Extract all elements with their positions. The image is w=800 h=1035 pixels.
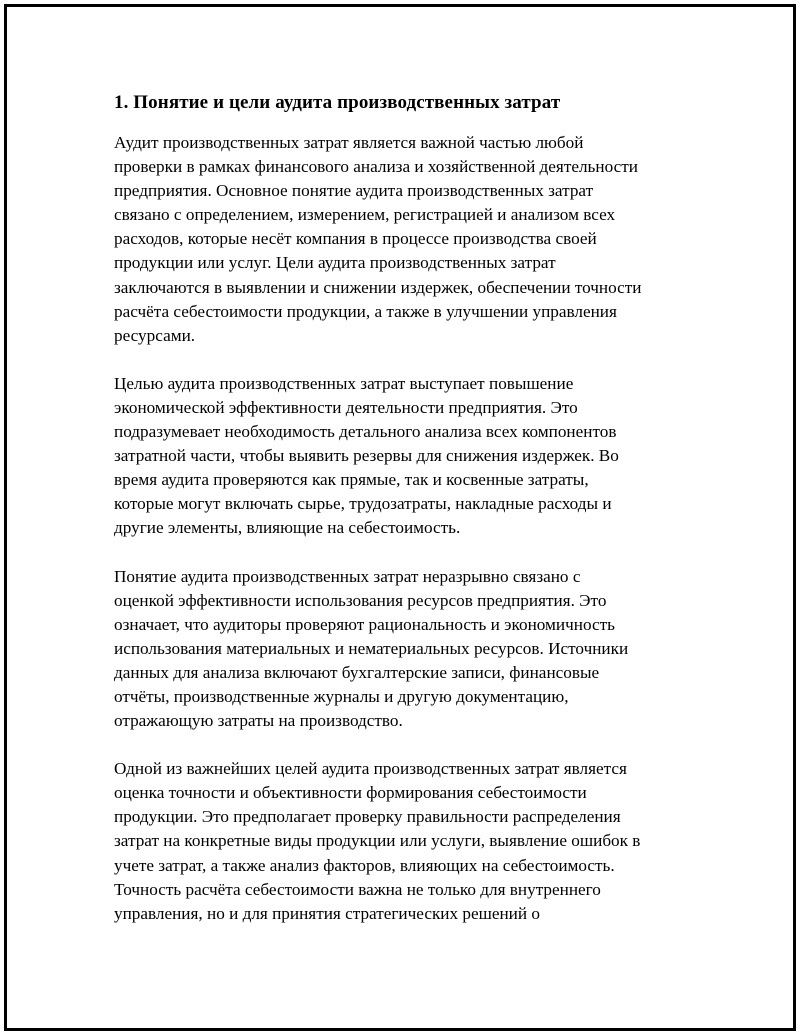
paragraph bbox=[114, 372, 704, 541]
text-line: время аудита проверяются как прямые, так и косвенные затраты, bbox=[114, 470, 589, 490]
text-line: заключаются в выявлении и снижении издержек, обеспечении точности bbox=[114, 277, 642, 297]
text-line: означает, что аудиторы проверяют рациональность и экономичность bbox=[114, 614, 615, 634]
text-line: предприятия. Основное понятие аудита производственных затрат bbox=[114, 181, 594, 201]
paragraph bbox=[114, 565, 704, 734]
text-line: использования материальных и нематериальных ресурсов. Источники bbox=[114, 638, 629, 658]
text-line: Одной из важнейших целей аудита производственных затрат является bbox=[114, 759, 627, 779]
text-line: экономической эффективности деятельности предприятия. Это bbox=[114, 397, 578, 417]
text-line: отчёты, производственные журналы и другую документацию, bbox=[114, 686, 569, 706]
text-line: Аудит производственных затрат является важной частью любой bbox=[114, 133, 584, 152]
text-line: расходов, которые несёт компания в процессе производства своей bbox=[114, 229, 597, 249]
paragraph bbox=[114, 757, 704, 926]
text-line: другие элементы, влияющие на себестоимость. bbox=[114, 518, 461, 538]
text-line: проверки в рамках финансового анализа и хозяйственной деятельности bbox=[114, 157, 638, 177]
text-line: затратной части, чтобы выявить резервы для снижения издержек. Во bbox=[114, 446, 619, 466]
text-line: Точность расчёта себестоимости важна не только для внутреннего bbox=[114, 879, 601, 899]
text-line: отражающую затраты на производство. bbox=[114, 711, 403, 731]
paragraph bbox=[114, 131, 704, 348]
text-line: данных для анализа включают бухгалтерские записи, финансовые bbox=[114, 662, 600, 682]
text-line: продукции или услуг. Цели аудита производственных затрат bbox=[114, 253, 556, 273]
text-line: управления, но и для принятия стратегических решений о bbox=[114, 903, 540, 923]
text-line: Понятие аудита производственных затрат неразрывно связано с bbox=[114, 566, 581, 586]
text-line: затрат на конкретные виды продукции или услуги, выявление ошибок в bbox=[114, 831, 641, 851]
text-line: ресурсами. bbox=[114, 325, 196, 345]
text-line: оценкой эффективности использования ресурсов предприятия. Это bbox=[114, 590, 607, 610]
text-line: продукции. Это предполагает проверку правильности распределения bbox=[114, 807, 621, 827]
text-line: связано с определением, измерением, регистрацией и анализом всех bbox=[114, 205, 616, 225]
text-line: подразумевает необходимость детального анализа всех компонентов bbox=[114, 422, 617, 442]
text-line: оценка точности и объективности формирования себестоимости bbox=[114, 783, 587, 803]
text-line: которые могут включать сырье, трудозатраты, накладные расходы и bbox=[114, 494, 612, 514]
document-body bbox=[114, 90, 704, 950]
text-line: учете затрат, а также анализ факторов, влияющих на себестоимость. bbox=[114, 855, 615, 875]
paragraph-list bbox=[114, 131, 704, 926]
text-line: Целью аудита производственных затрат выступает повышение bbox=[114, 373, 574, 393]
text-line: расчёта себестоимости продукции, а также в улучшении управления bbox=[114, 301, 617, 321]
section-heading: 1. Понятие и цели аудита производственных затрат bbox=[114, 92, 561, 113]
